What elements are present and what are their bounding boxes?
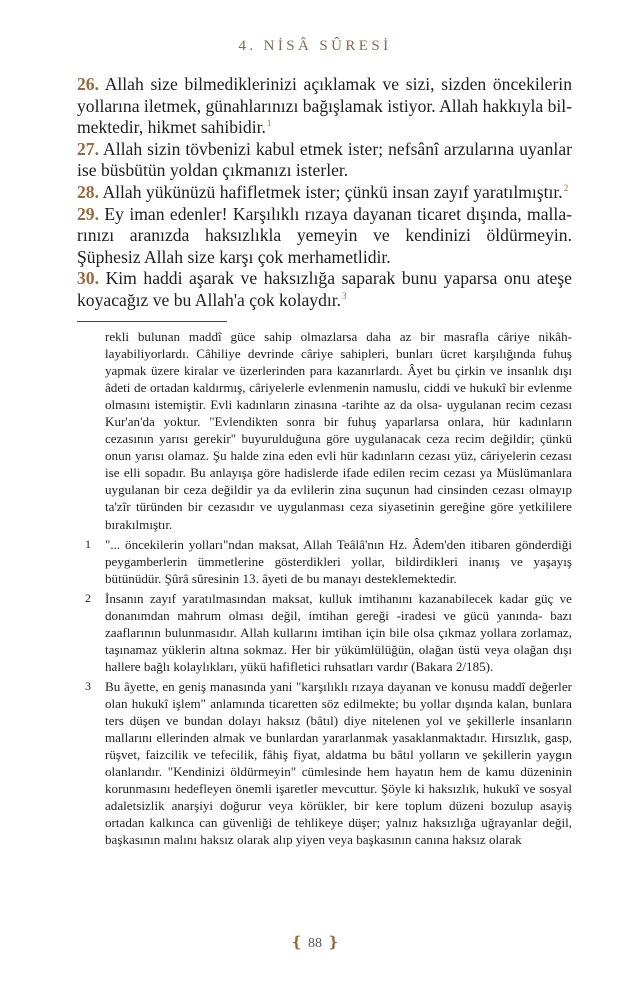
verse-number: 27. <box>77 138 99 159</box>
verse-27 <box>77 139 572 182</box>
left-ornament-icon: ❴ <box>290 935 303 951</box>
footnote-separator <box>77 321 227 322</box>
footnote-3 <box>77 678 572 848</box>
footnote-ref-3[interactable]: 3 <box>342 291 347 302</box>
footnote-text: "... öncekilerin yolları"ndan maksat, Allah Teâlâ'nın Hz. Âdem'den itibaren gönderdiği peygamberlerin ümmetlerine gösterdikleri yollar, bildirdikleri inanış ve yaşayış bütünüdür. Şûrâ sûresinin 13. âyeti de bu manayı desteklemektedir. <box>105 536 572 586</box>
verse-text: Kim haddi aşarak ve haksızlığa saparak bunu yaparsa onu ateşe koyacağız ve bu Allah'a çok kolaydır. <box>77 268 572 310</box>
footnote-1 <box>77 536 572 587</box>
footnotes <box>77 328 572 851</box>
verse-number: 28. <box>77 181 99 202</box>
verse-text: Allah sizin tövbenizi kabul etmek ister; nefsânî arzularına uyanlar ise büsbütün yoldan çıkmanızı isterler. <box>77 138 572 181</box>
verse-block <box>77 74 572 312</box>
footnote-2 <box>77 590 572 675</box>
footnote-ref-2[interactable]: 2 <box>563 183 569 194</box>
verse-text: Allah yükünüzü hafifletmek ister; çünkü insan zayıf yaratılmıştır. <box>102 181 563 202</box>
verse-28 <box>77 182 572 204</box>
footnote-continued <box>77 328 572 533</box>
verse-text: Ey iman edenler! Karşılıklı rızaya dayanan ticaret dışında, mallarınızı aranızda haksızlıkla yemeyin ve kendinizi öldürmeyin. Şüphesiz Allah size karşı çok merhametlidir. <box>77 203 572 267</box>
running-header: 4. NİSÂ SÛRESİ <box>238 38 392 54</box>
footnote-number: 2 <box>85 590 91 605</box>
footnote-text: Bu âyette, en geniş manasında yani "karşılıklı rızaya dayanan ve konusu maddî değerler olan hukukî işlem" anlamında ticaretten söz edilmekte; bu yollar dışında kalan, bunlara ters düşen ve bundan dolayı haksız (bâtıl) diye nitelenen yol ve şekillerle insanların mallarını ellerinden almak ve bunlardan yararlanmak yasaklanmaktadır. Hırsızlık, gasp, rüşvet, faizcilik ve tefecilik, fâhiş fiyat, aldatma bu bâtıl yolların ve şekillerin yaygın olanlarıdır. "Kendinizi öldürmeyin" cümlesinde hem hayatın hem de kamu düzeninin korunmasını hedefleyen önemli işaretler mevcuttur. Şöyle ki haksızlık, hukukî ve sosyal adaletsizlik anarşiyi doğurur veya körükler, bir kere toplum düzeni bozulup asayiş ortadan kalkınca can güvenliği de tehlikeye düşer; yalnız haksızlığa uğrayanlar değil, başkasının malını haksız olarak alıp yiyen veya başkasının canına haksız olarak <box>105 678 572 848</box>
footnote-ref-1[interactable]: 1 <box>266 118 272 129</box>
verse-number: 26. <box>77 74 99 94</box>
footnote-number: 1 <box>85 536 91 551</box>
verse-30 <box>77 268 572 311</box>
right-ornament-icon: ❵ <box>327 935 340 951</box>
verse-number: 30. <box>77 268 99 289</box>
verse-26 <box>77 74 572 139</box>
verse-29 <box>77 204 572 269</box>
verse-number: 29. <box>77 203 99 224</box>
page-number-text: 88 <box>308 936 322 951</box>
page-number <box>0 933 630 952</box>
footnote-text: İnsanın zayıf yaratılmasından maksat, kulluk imtihanını kazanabilecek kadar güç ve donanımdan mahrum olması değil, imtihan gereği -iradesi ve gücü yanında- bazı zaaflarının bulunmasıdır. Allah kullarını imtihan için bile olsa çıkmaz yollara zorlamaz, taşınamaz yüklerin altına sokmaz. Her bir yükümlülüğün, olağan üstü veya olağan dışı hallere bağlı kolaylıkları, yükü hafifletici ruhsatları vardır (Bakara 2/185). <box>105 590 572 674</box>
footnote-number: 3 <box>85 678 91 693</box>
verse-text: Allah size bilmediklerinizi açıklamak ve sizi, sizden öncekilerin yollarına iletmek, günahlarınızı bağışlamak istiyor. Allah hakkıyla bilmektedir, hikmet sahibidir. <box>77 74 572 138</box>
footnote-text: rekli bulunan maddî güce sahip olmazlarsa daha az bir masrafla câriye nikâhlayabiliyorlardı. Câhiliye devrinde câriye sahipleri, bunları ücret karşılığında fuhuş yapmak üzere kiralar ve üzerlerinden para kazanırlardı. Âyet bu çirkin ve insanlık dışı âdeti de ortadan kaldırmış, câriyelerle evlenmenin namuslu, ciddi ve hukukî bir evlenme olmasını istemiştir. Evli kadınların zinasına -tarihte az da olsa- uygulanan recim cezası Kur'an'da yoktur. "Evlendikten sonra bir fuhuş yaparlarsa onlara, hür kadınların cezasının yarısı gerekir" buyurulduğuna göre uygulanacak ceza recim değildir; çünkü onun yarısı olamaz. Şu halde zina eden evli hür kadınların cezası yüz, câriyelerin cezası ise elli sopadır. Bu anlayışa göre hadislerde ifade edilen recim cezası ya Müslümanlara uygulanan bir ceza değildir ya da evlilerin zina suçunun had cinsinden cezası olmayıp ta'zîr türünden bir cezasıdır ve uygulanması ceza siyasetinin gereğine göre yetkililere bırakılmıştır. <box>105 329 572 532</box>
